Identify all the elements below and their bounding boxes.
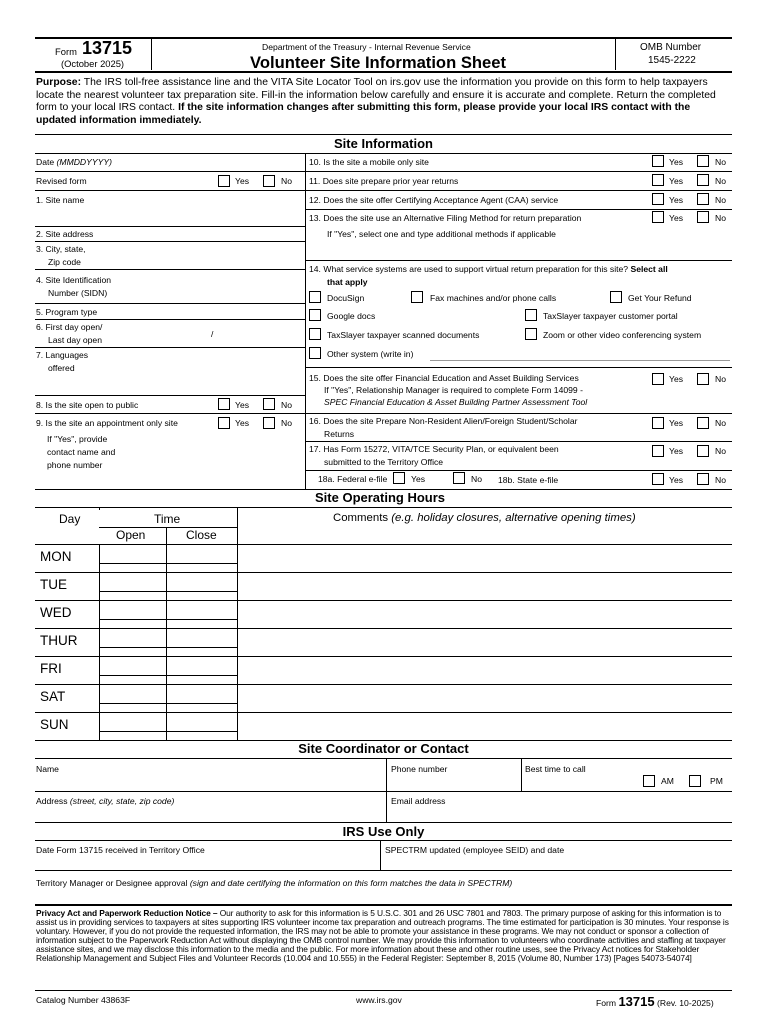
hours-grid-line [166, 527, 167, 740]
footer-form-word: Form [596, 998, 617, 1008]
zoom-checkbox[interactable] [525, 328, 537, 340]
date-label [36, 157, 112, 167]
irs-use-heading: IRS Use Only [342, 824, 425, 839]
q16-no-checkbox[interactable] [697, 417, 709, 429]
q12-label: 12. Does the site offer Certifying Acceptance Agent (CAA) service [309, 195, 559, 205]
no-label: No [715, 213, 726, 223]
row-rule [35, 241, 305, 242]
q11-no-checkbox[interactable] [697, 174, 709, 186]
section-rule [35, 153, 732, 154]
page-title: Volunteer Site Information Sheet [250, 53, 507, 72]
received-date-label: Date Form 13715 received in Territory Office [36, 845, 205, 855]
day-fri: FRI [40, 661, 62, 676]
yes-label: Yes [669, 418, 684, 428]
approval-text: Territory Manager or Designee approval [36, 878, 188, 888]
q18a-yes-checkbox[interactable] [393, 472, 405, 484]
q16-label-2: Returns [324, 429, 355, 439]
close-time-field[interactable] [167, 647, 237, 648]
column-divider [521, 758, 522, 791]
yes-label: Yes [669, 195, 684, 205]
last-day-label: Last day open [48, 335, 102, 345]
q14-text: 14. What service systems are used to support virtual return preparation for this site? [309, 264, 629, 274]
operating-hours-heading: Site Operating Hours [315, 490, 446, 505]
time-header: Time [154, 512, 181, 526]
department-name: Department of the Treasury - Internal Revenue Service [262, 42, 471, 52]
row-rule [35, 190, 305, 191]
yes-label: Yes [235, 418, 250, 428]
row-rule [35, 628, 732, 629]
day-tue: TUE [40, 577, 67, 592]
date-slash: / [211, 329, 214, 339]
no-label: No [715, 157, 726, 167]
open-time-field[interactable] [100, 675, 166, 676]
form-word: Form [55, 46, 77, 57]
open-time-field[interactable] [100, 619, 166, 620]
row-rule [305, 260, 732, 261]
row-rule [35, 656, 732, 657]
day-thur: THUR [40, 633, 78, 648]
taxslayer-scanned-checkbox[interactable] [309, 328, 321, 340]
open-header: Open [116, 528, 146, 542]
q9-no-checkbox[interactable] [263, 417, 275, 429]
row-rule [35, 319, 305, 320]
first-day-label: 6. First day open/ [36, 322, 103, 332]
divider [615, 38, 616, 70]
google-docs-checkbox[interactable] [309, 309, 321, 321]
row-rule [35, 171, 305, 172]
q14-bold: Select all [628, 264, 668, 274]
section-rule [35, 822, 732, 823]
yes-label: Yes [669, 374, 684, 384]
q10-label: 10. Is the site a mobile only site [309, 157, 429, 167]
address-hint: (street, city, state, zip code) [69, 796, 175, 806]
row-rule [35, 600, 732, 601]
q9-if-line-1: If "Yes", provide [47, 434, 108, 444]
other-system-checkbox[interactable] [309, 347, 321, 359]
day-wed: WED [40, 605, 72, 620]
q13-yes-checkbox[interactable] [652, 211, 664, 223]
row-rule [305, 367, 732, 368]
site-information-heading: Site Information [334, 136, 433, 151]
yes-label: Yes [669, 475, 684, 485]
comments-header [333, 512, 636, 524]
q9-if-line-2: contact name and [47, 447, 116, 457]
footer-form-number: 13715 [618, 994, 655, 1009]
phone-label: Phone number [391, 764, 448, 774]
spectrm-label: SPECTRM updated (employee SEID) and date [385, 845, 565, 855]
date-format: (MMDDYYYY) [56, 157, 112, 167]
site-address-label: 2. Site address [36, 229, 94, 239]
pm-checkbox[interactable] [689, 775, 701, 787]
q16-yes-checkbox[interactable] [652, 417, 664, 429]
zip-label: Zip code [48, 257, 81, 267]
q11-label: 11. Does site prepare prior year returns [309, 176, 459, 186]
email-label: Email address [391, 796, 446, 806]
sidn-label-2: Number (SIDN) [48, 288, 108, 298]
get-your-refund-checkbox[interactable] [610, 291, 622, 303]
purpose-label: Purpose: [36, 77, 82, 88]
no-label: No [715, 195, 726, 205]
day-mon: MON [40, 549, 72, 564]
q8-no-checkbox[interactable] [263, 398, 275, 410]
get-your-refund-label: Get Your Refund [628, 293, 692, 303]
q11-yes-checkbox[interactable] [652, 174, 664, 186]
q17-label: 17. Has Form 15272, VITA/TCE Security Plan, or equivalent been [309, 444, 559, 454]
website-link[interactable]: www.irs.gov [356, 995, 402, 1005]
close-time-field[interactable] [167, 703, 237, 704]
hours-grid-line [99, 544, 100, 740]
no-label: No [715, 374, 726, 384]
q9-label: 9. Is the site an appointment only site [36, 418, 178, 428]
city-state-label: 3. City, state, [36, 244, 86, 254]
open-time-field[interactable] [100, 731, 166, 732]
hours-grid-line [99, 527, 237, 528]
section-rule [35, 904, 732, 906]
privacy-notice [36, 909, 732, 963]
yes-label: Yes [411, 474, 426, 484]
no-label: No [715, 176, 726, 186]
row-rule [305, 171, 732, 172]
site-name-label: 1. Site name [36, 195, 85, 205]
close-time-field[interactable] [167, 675, 237, 676]
footer-form-id [596, 994, 714, 1009]
date-label-text: Date [36, 157, 55, 167]
column-divider [380, 840, 381, 870]
google-docs-label: Google docs [327, 311, 376, 321]
taxslayer-portal-checkbox[interactable] [525, 309, 537, 321]
address-label [36, 796, 174, 806]
row-rule [35, 413, 305, 414]
close-time-field[interactable] [167, 619, 237, 620]
q15-no-checkbox[interactable] [697, 373, 709, 385]
q12-no-checkbox[interactable] [697, 193, 709, 205]
sidn-label: 4. Site Identification [36, 275, 112, 285]
fax-label: Fax machines and/or phone calls [430, 293, 557, 303]
q14-that-apply: that apply [327, 277, 368, 287]
purpose-paragraph [36, 77, 726, 127]
column-divider [305, 153, 306, 489]
top-rule [35, 37, 732, 39]
close-time-field[interactable] [167, 563, 237, 564]
yes-label: Yes [235, 400, 250, 410]
address-label-text: Address [36, 796, 68, 806]
q14-label [309, 264, 668, 274]
row-rule [35, 395, 305, 396]
section-rule [35, 134, 732, 135]
taxslayer-portal-label: TaxSlayer taxpayer customer portal [543, 311, 678, 321]
coordinator-heading: Site Coordinator or Contact [298, 741, 469, 756]
row-rule [305, 441, 732, 442]
row-rule [35, 347, 305, 348]
yes-label: Yes [669, 176, 684, 186]
q18b-yes-checkbox[interactable] [652, 473, 664, 485]
yes-label: Yes [669, 213, 684, 223]
q8-label: 8. Is the site open to public [36, 400, 139, 410]
q17-no-checkbox[interactable] [697, 445, 709, 457]
q18a-no-checkbox[interactable] [453, 472, 465, 484]
row-rule [305, 413, 732, 414]
open-time-field[interactable] [100, 591, 166, 592]
q15-label: 15. Does the site offer Financial Education and Asset Building Services [309, 373, 579, 383]
q13-label: 13. Does the site use an Alternative Filing Method for return preparation [309, 213, 582, 223]
q15-note-italic: SPEC Financial Education & Asset Building Partner Assessment Tool [324, 397, 588, 407]
q9-yes-checkbox[interactable] [218, 417, 230, 429]
taxslayer-scanned-label: TaxSlayer taxpayer scanned documents [327, 330, 480, 340]
section-rule [35, 758, 732, 759]
header-rule [35, 71, 732, 73]
docusign-label: DocuSign [327, 293, 365, 303]
hours-grid-line [237, 507, 238, 740]
column-divider [386, 758, 387, 822]
day-sun: SUN [40, 717, 69, 732]
languages-label-2: offered [48, 363, 75, 373]
row-rule [35, 712, 732, 713]
row-rule [305, 209, 732, 210]
no-label: No [281, 400, 292, 410]
q8-yes-checkbox[interactable] [218, 398, 230, 410]
footer-rule [35, 990, 732, 991]
q13-sub-label: If "Yes", select one and type additional methods if applicable [327, 229, 556, 239]
q17-label-2: submitted to the Territory Office [324, 457, 444, 467]
purpose-bold-text: If the site information changes after submitting this form, please provide your local IRS contact with the updated information immediately. [36, 102, 691, 126]
revised-form-yes-checkbox[interactable] [218, 175, 230, 187]
divider [151, 38, 152, 70]
day-header: Day [59, 512, 81, 526]
approval-hint: (sign and date certifying the information on this form matches the data in SPECTRM) [189, 878, 513, 888]
other-system-input[interactable] [430, 360, 730, 361]
no-label: No [715, 475, 726, 485]
name-label: Name [36, 764, 59, 774]
footer-revision: (Rev. 10-2025) [657, 998, 714, 1008]
omb-label: OMB Number [640, 42, 702, 53]
close-header: Close [186, 528, 217, 542]
open-time-field[interactable] [100, 647, 166, 648]
comments-hint: (e.g. holiday closures, alternative opening times) [391, 512, 636, 524]
q17-yes-checkbox[interactable] [652, 445, 664, 457]
row-rule [35, 791, 732, 792]
revised-form-no-checkbox[interactable] [263, 175, 275, 187]
q18b-no-checkbox[interactable] [697, 473, 709, 485]
q15-yes-checkbox[interactable] [652, 373, 664, 385]
close-time-field[interactable] [167, 591, 237, 592]
q13-no-checkbox[interactable] [697, 211, 709, 223]
best-time-label: Best time to call [525, 764, 586, 774]
approval-label [36, 878, 512, 888]
other-system-label: Other system (write in) [327, 349, 414, 359]
row-rule [35, 684, 732, 685]
row-rule [35, 226, 305, 227]
no-label: No [715, 446, 726, 456]
pm-label: PM [710, 776, 723, 786]
grid-tick [99, 507, 100, 510]
no-label: No [715, 418, 726, 428]
q16-label: 16. Does the site Prepare Non-Resident Alien/Foreign Student/Scholar [309, 416, 578, 426]
q18b-label: 18b. State e-file [498, 475, 559, 485]
yes-label: Yes [669, 446, 684, 456]
section-rule [35, 840, 732, 841]
yes-label: Yes [235, 176, 250, 186]
omb-number: 1545-2222 [648, 55, 696, 66]
open-time-field[interactable] [100, 563, 166, 564]
yes-label: Yes [669, 157, 684, 167]
no-label: No [471, 474, 482, 484]
catalog-number: Catalog Number 43863F [36, 995, 131, 1005]
close-time-field[interactable] [167, 731, 237, 732]
no-label: No [281, 176, 292, 186]
form-revision: (October 2025) [61, 58, 125, 69]
row-rule [35, 870, 732, 871]
comments-label: Comments [333, 512, 389, 524]
revised-form-label: Revised form [36, 176, 87, 186]
q15-note: If "Yes", Relationship Manager is required to complete Form 14099 - [324, 385, 583, 395]
row-rule [305, 470, 732, 471]
privacy-text: Our authority to ask for this information is 5 U.S.C. 301 and 26 USC 7801 and 7803. The primary purpose of asking for this information is to assist us in providing services to taxpayers at sites supporting IRS volunteer income tax preparation and outreach programs. The time estimated for participation is 30 minutes. Your response is voluntary. However, if you do not provide the requested information, the IRS may not be able to promote your assistance in these programs. We may not conduct or sponsor a collection of information subject to the Paperwork Reduction Act without displaying the OMB control number. We may provide this information to volunteers who coordinate activities and staffing at taxpayer assistance sites, and we may disclose this information to the media and the public. For more information about these and other routine uses, see the Privacy Act notices for Stakeholder Relationship Management and Subject Files and Volunteer Records (10.004 and 10.555) in the Federal Register: September 8, 2015 (Volume 80, Number 173) [Pages 54073-54074] [36, 908, 729, 963]
q18a-label: 18a. Federal e-file [318, 474, 388, 484]
purpose-text: The IRS toll-free assistance line and the VITA Site Locator Tool on irs.gov use the information you provide on this form to help taxpayers locate the nearest volunteer tax preparation site. Fill-in the information below carefully and ensure it is accurate and complete. Return the completed form to your local IRS contact. [36, 77, 716, 114]
q10-no-checkbox[interactable] [697, 155, 709, 167]
no-label: No [281, 418, 292, 428]
q9-if-line-3: phone number [47, 460, 103, 470]
row-rule [35, 269, 305, 270]
program-type-label: 5. Program type [36, 307, 98, 317]
row-rule [305, 190, 732, 191]
row-rule [35, 303, 305, 304]
form-number: 13715 [82, 38, 133, 58]
hours-grid-line [35, 544, 732, 545]
am-checkbox[interactable] [643, 775, 655, 787]
fax-checkbox[interactable] [411, 291, 423, 303]
zoom-label: Zoom or other video conferencing system [543, 330, 702, 340]
docusign-checkbox[interactable] [309, 291, 321, 303]
row-rule [35, 572, 732, 573]
section-rule [35, 507, 732, 508]
languages-label: 7. Languages [36, 350, 89, 360]
q12-yes-checkbox[interactable] [652, 193, 664, 205]
day-sat: SAT [40, 689, 66, 704]
am-label: AM [661, 776, 674, 786]
open-time-field[interactable] [100, 703, 166, 704]
q10-yes-checkbox[interactable] [652, 155, 664, 167]
privacy-title: Privacy Act and Paperwork Reduction Notice – [36, 908, 218, 918]
